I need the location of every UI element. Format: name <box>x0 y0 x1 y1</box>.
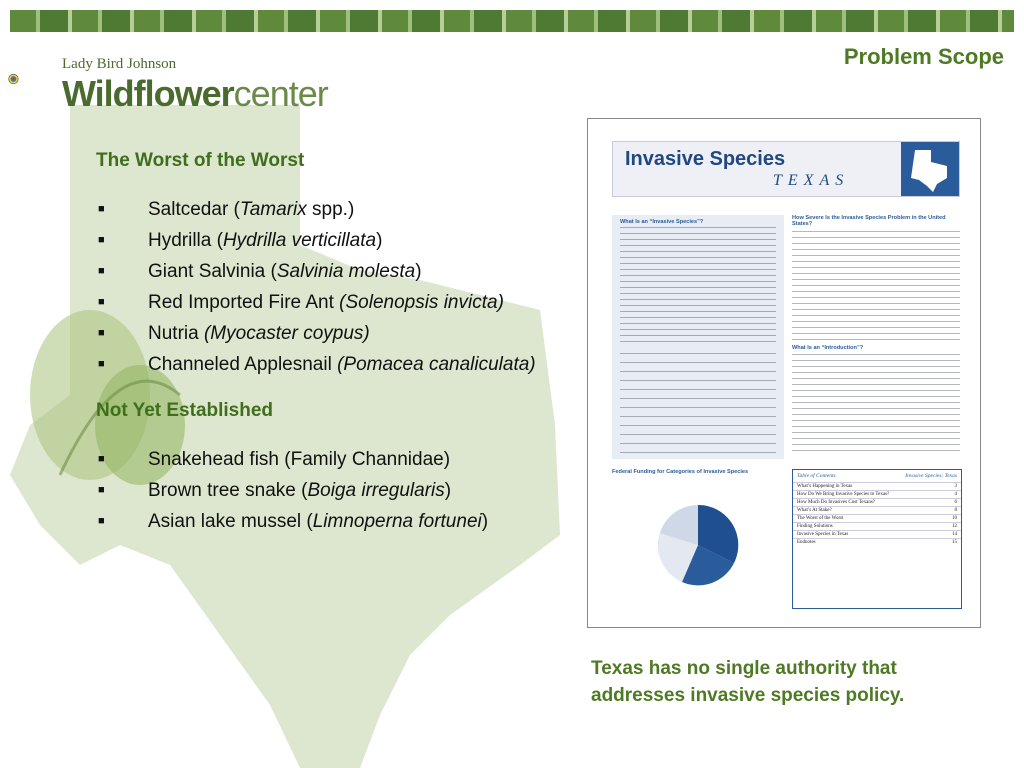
toc-page: 4 <box>954 492 957 497</box>
species-item <box>96 506 566 537</box>
toc-label: Endnotes <box>797 540 816 545</box>
toc-row <box>793 482 961 490</box>
worst-heading: The Worst of the Worst <box>96 150 305 171</box>
species-name-tail: ) <box>481 511 489 532</box>
logo-org-top: Lady Bird Johnson <box>62 56 177 72</box>
bullet-icon: ■ <box>98 358 105 370</box>
toc-row <box>793 530 961 538</box>
toc-page: 14 <box>952 532 957 537</box>
species-lists <box>96 150 566 537</box>
not-established-species-list <box>96 444 566 537</box>
brochure-subtitle: TEXAS <box>773 172 850 189</box>
species-item <box>96 444 566 475</box>
toc-title: Table of Contents <box>797 473 836 479</box>
toc-page: 15 <box>952 540 957 545</box>
species-common-name: Nutria <box>148 323 204 344</box>
species-item <box>96 349 566 380</box>
species-scientific-name: Salvinia molesta <box>276 261 416 282</box>
toc-label: Invasive Species in Texas <box>797 532 849 537</box>
bullet-icon: ■ <box>98 234 105 246</box>
policy-note: Texas has no single authority that addresses invasive species policy. <box>591 658 905 706</box>
decorative-header-band <box>10 10 1014 32</box>
species-scientific-name: Limnoperna fortunei <box>312 511 482 532</box>
species-scientific-name: Hydrilla verticillata <box>222 230 377 251</box>
bullet-icon: ■ <box>98 203 105 215</box>
bullet-icon: ■ <box>98 484 105 496</box>
bullet-icon: ■ <box>98 515 105 527</box>
brochure-left-body <box>612 227 784 453</box>
species-name-tail: spp.) <box>306 199 355 220</box>
toc-row <box>793 514 961 522</box>
brochure-banner <box>612 141 960 197</box>
toc-label: How Do We Bring Invasive Species to Texas? <box>797 492 890 497</box>
toc-page: 3 <box>954 484 957 489</box>
species-common-name: Giant Salvinia ( <box>148 261 277 282</box>
toc-label: How Much Do Invasives Cost Texans? <box>797 500 876 505</box>
species-common-name: Red Imported Fire Ant <box>148 292 340 313</box>
species-item <box>96 475 566 506</box>
brochure-right-heading: How Severe Is the Invasive Species Problem in the United States? <box>792 215 946 227</box>
toc-page: 12 <box>952 524 957 529</box>
species-name-tail: ) <box>444 480 452 501</box>
species-scientific-name: Boiga irregularis <box>307 480 445 501</box>
toc-row <box>793 498 961 506</box>
species-name-tail: ) <box>376 230 383 251</box>
species-common-name: Channeled Applesnail <box>148 354 338 375</box>
toc-page: 8 <box>954 508 957 513</box>
wildflower-center-logo <box>8 44 68 114</box>
toc-label: What’s Happening in Texas <box>797 484 853 489</box>
species-item <box>96 287 566 318</box>
species-common-name: Saltcedar ( <box>148 199 240 220</box>
species-scientific-name: (Pomacea canaliculata) <box>337 354 536 375</box>
species-item <box>96 256 566 287</box>
brochure-funding-section <box>612 469 784 610</box>
logo-org-main <box>62 74 328 114</box>
funding-pie-chart <box>612 475 784 605</box>
species-common-name: Asian lake mussel ( <box>148 511 313 532</box>
species-item <box>96 194 566 225</box>
brochure-right-column <box>792 215 960 454</box>
slide-title: Problem Scope <box>843 44 1004 69</box>
species-common-name: Hydrilla ( <box>148 230 223 251</box>
logo-word-wildflower: Wildflower <box>62 73 234 114</box>
bullet-icon: ■ <box>98 453 105 465</box>
species-scientific-name: (Solenopsis invicta) <box>339 292 504 313</box>
brochure-title: Invasive Species <box>625 148 786 170</box>
bullet-icon: ■ <box>98 265 105 277</box>
brochure-left-column <box>612 215 784 459</box>
not-established-heading: Not Yet Established <box>96 400 274 421</box>
toc-page: 10 <box>952 516 957 521</box>
species-scientific-name: (Myocaster coypus) <box>203 323 370 344</box>
toc-row <box>793 490 961 498</box>
species-item <box>96 318 566 349</box>
toc-label: The Worst of the Worst <box>797 516 844 521</box>
bullet-icon: ■ <box>98 296 105 308</box>
species-item <box>96 225 566 256</box>
species-scientific-name: Tamarix <box>239 199 307 220</box>
species-common-name: Snakehead fish (Family Channidae) <box>148 449 451 470</box>
worst-species-list <box>96 194 566 380</box>
species-name-tail: ) <box>415 261 422 282</box>
brochure-intro-heading: What Is an “Introduction”? <box>792 345 864 351</box>
brochure-funding-heading: Federal Funding for Categories of Invasive Species <box>612 469 749 475</box>
toc-label: What’s At Stake? <box>797 508 832 513</box>
bullet-icon: ■ <box>98 327 105 339</box>
species-common-name: Brown tree snake ( <box>148 480 308 501</box>
toc-row <box>793 506 961 514</box>
toc-label: Finding Solutions <box>797 524 833 529</box>
toc-page: 6 <box>954 500 957 505</box>
toc-row <box>793 522 961 530</box>
brochure-table-of-contents <box>792 469 962 609</box>
texas-state-icon <box>901 142 959 196</box>
logo-word-center: center <box>233 73 328 114</box>
toc-row <box>793 538 961 546</box>
toc-subtitle: Invasive Species: Texas <box>905 473 957 479</box>
brochure-thumbnail <box>587 118 981 628</box>
brochure-left-heading: What Is an “Invasive Species”? <box>620 219 704 225</box>
